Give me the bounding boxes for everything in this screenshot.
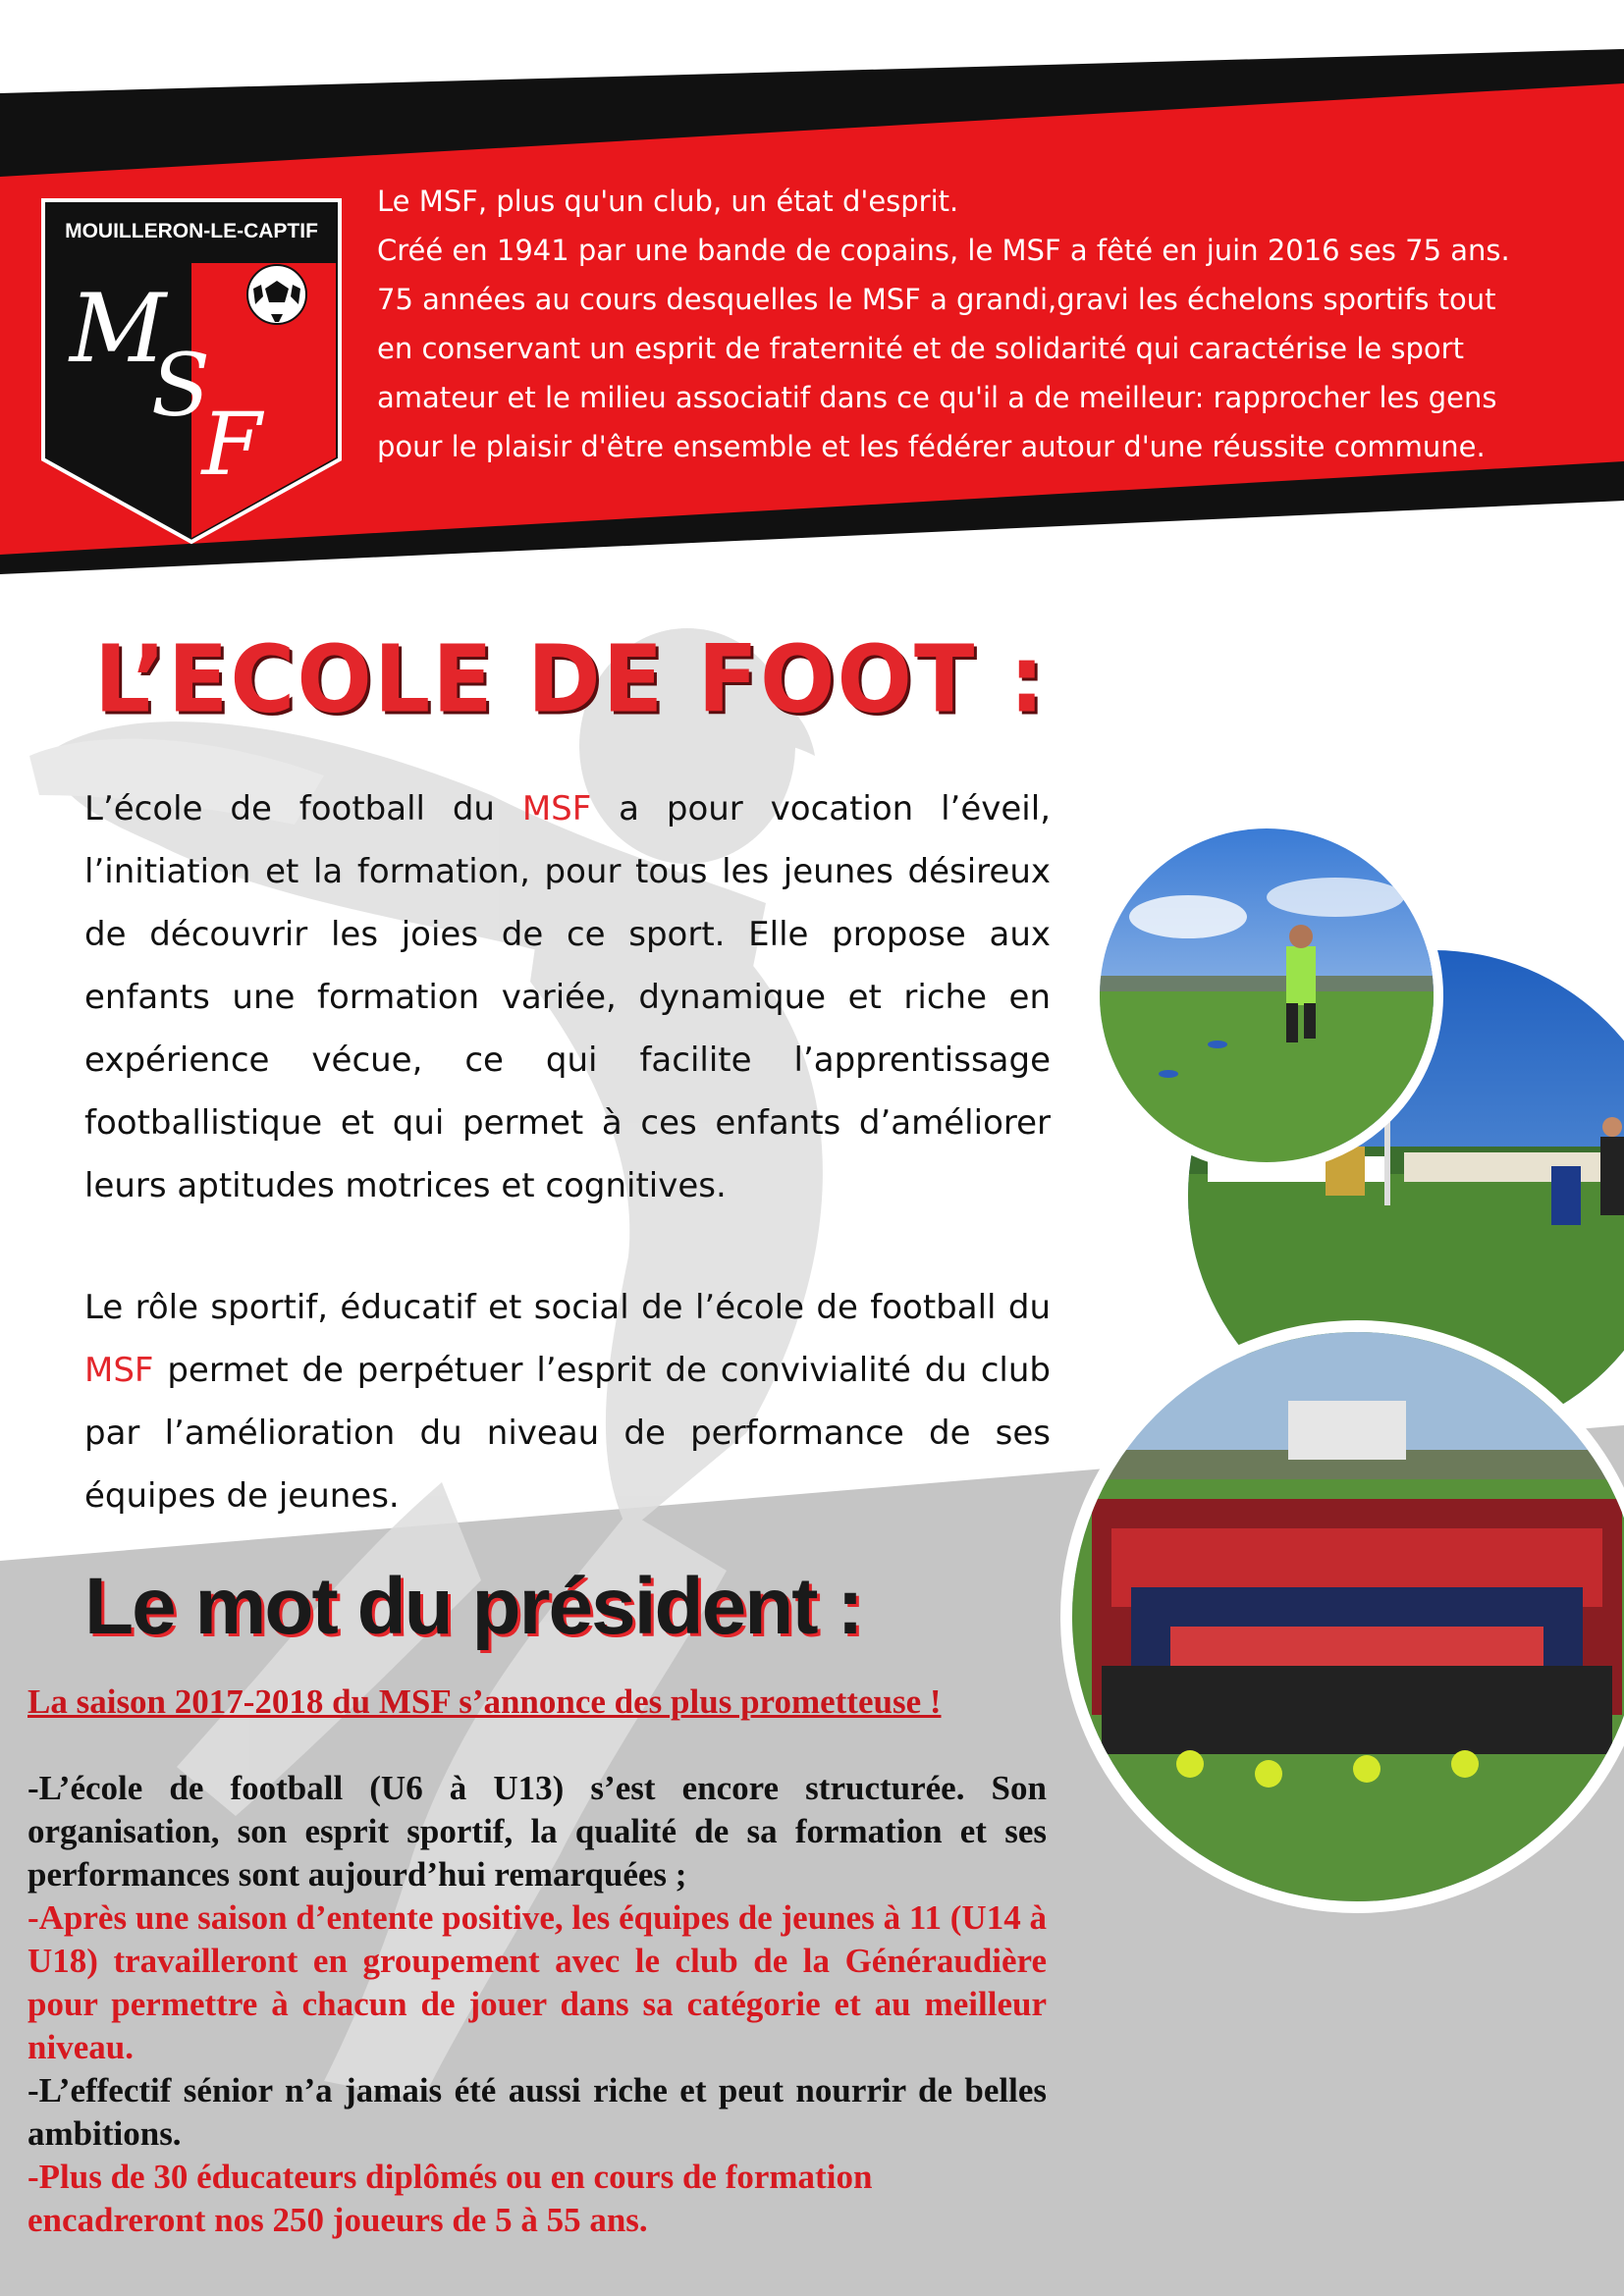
logo-monogram-f: F bbox=[201, 394, 262, 495]
president-item-1: -L’école de football (U6 à U13) s’est encore structurée. Son organisation, son esprit sportif, la qualité de sa formation et ses performances sont aujourd’hui remarquées ; bbox=[27, 1769, 1047, 1894]
president-item-4-line-2: encadreront nos 250 joueurs de 5 à 55 ans. bbox=[27, 2201, 648, 2239]
team-crowd bbox=[1092, 1499, 1622, 1754]
photo-team-group bbox=[1060, 1320, 1624, 1913]
logo-top-text: MOUILLERON-LE-CAPTIF bbox=[65, 220, 318, 242]
msf-highlight: MSF bbox=[521, 789, 592, 828]
para1-text-end: a pour vocation l’éveil, l’initiation et la formation, pour tous les jeunes désireux de découvrir les joies de ce sport. Elle propose aux enfants une formation variée, dynamique et riche en expérience vécue, ce qui facilite l’apprentissage footballistique et qui permet à ces enfants d’améliorer leurs aptitudes motrices et cognitives. bbox=[84, 789, 1051, 1205]
para1-text-start: L’école de football du bbox=[84, 789, 522, 828]
president-item-3: -L’effectif sénior n’a jamais été aussi riche et peut nourrir de belles ambitions. bbox=[27, 2071, 1047, 2153]
photo-player-kicking bbox=[1090, 819, 1443, 1172]
ecole-section-title: L’ECOLE DE FOOT : bbox=[94, 625, 1047, 734]
ecole-paragraph-2 bbox=[84, 1276, 1051, 1527]
header-intro-text bbox=[377, 177, 1575, 471]
header-line: pour le plaisir d'être ensemble et les fédérer autour d'une réussite commune. bbox=[377, 430, 1486, 463]
msf-highlight: MSF bbox=[84, 1351, 154, 1390]
president-item-2: -Après une saison d’entente positive, les équipes de jeunes à 11 (U14 à U18) travailleront en groupement avec le club de la Généraudière pour permettre à chacun de jouer dans sa catégorie et au meilleur niveau. bbox=[27, 1898, 1047, 2066]
president-message bbox=[27, 1681, 1047, 2242]
header-line: Le MSF, plus qu'un club, un état d'esprit. bbox=[377, 185, 959, 218]
president-item-4-line-1: -Plus de 30 éducateurs diplômés ou en cours de formation bbox=[27, 2158, 873, 2196]
header-line: Créé en 1941 par une bande de copains, le MSF a fêté en juin 2016 ses 75 ans. bbox=[377, 234, 1510, 267]
president-headline: La saison 2017-2018 du MSF s’annonce des plus prometteuse ! bbox=[27, 1682, 942, 1721]
club-logo bbox=[35, 194, 348, 548]
header-line: 75 années au cours desquelles le MSF a grandi,gravi les échelons sportifs tout bbox=[377, 283, 1496, 316]
president-section-title: Le mot du président : bbox=[84, 1562, 862, 1651]
soccer-ball-icon bbox=[247, 265, 306, 324]
para2-text-start: Le rôle sportif, éducatif et social de l’école de football du bbox=[84, 1288, 1051, 1327]
ecole-paragraph-1 bbox=[84, 777, 1051, 1217]
header-line: amateur et le milieu associatif dans ce qu'il a de meilleur: rapprocher les gens bbox=[377, 381, 1497, 414]
header-line: en conservant un esprit de fraternité et de solidarité qui caractérise le sport bbox=[377, 332, 1464, 365]
para2-text-end: permet de perpétuer l’esprit de convivialité du club par l’amélioration du niveau de performance de ses équipes de jeunes. bbox=[84, 1351, 1051, 1516]
logo-monogram-m: M bbox=[69, 274, 167, 384]
logo-monogram-s: S bbox=[150, 335, 211, 436]
